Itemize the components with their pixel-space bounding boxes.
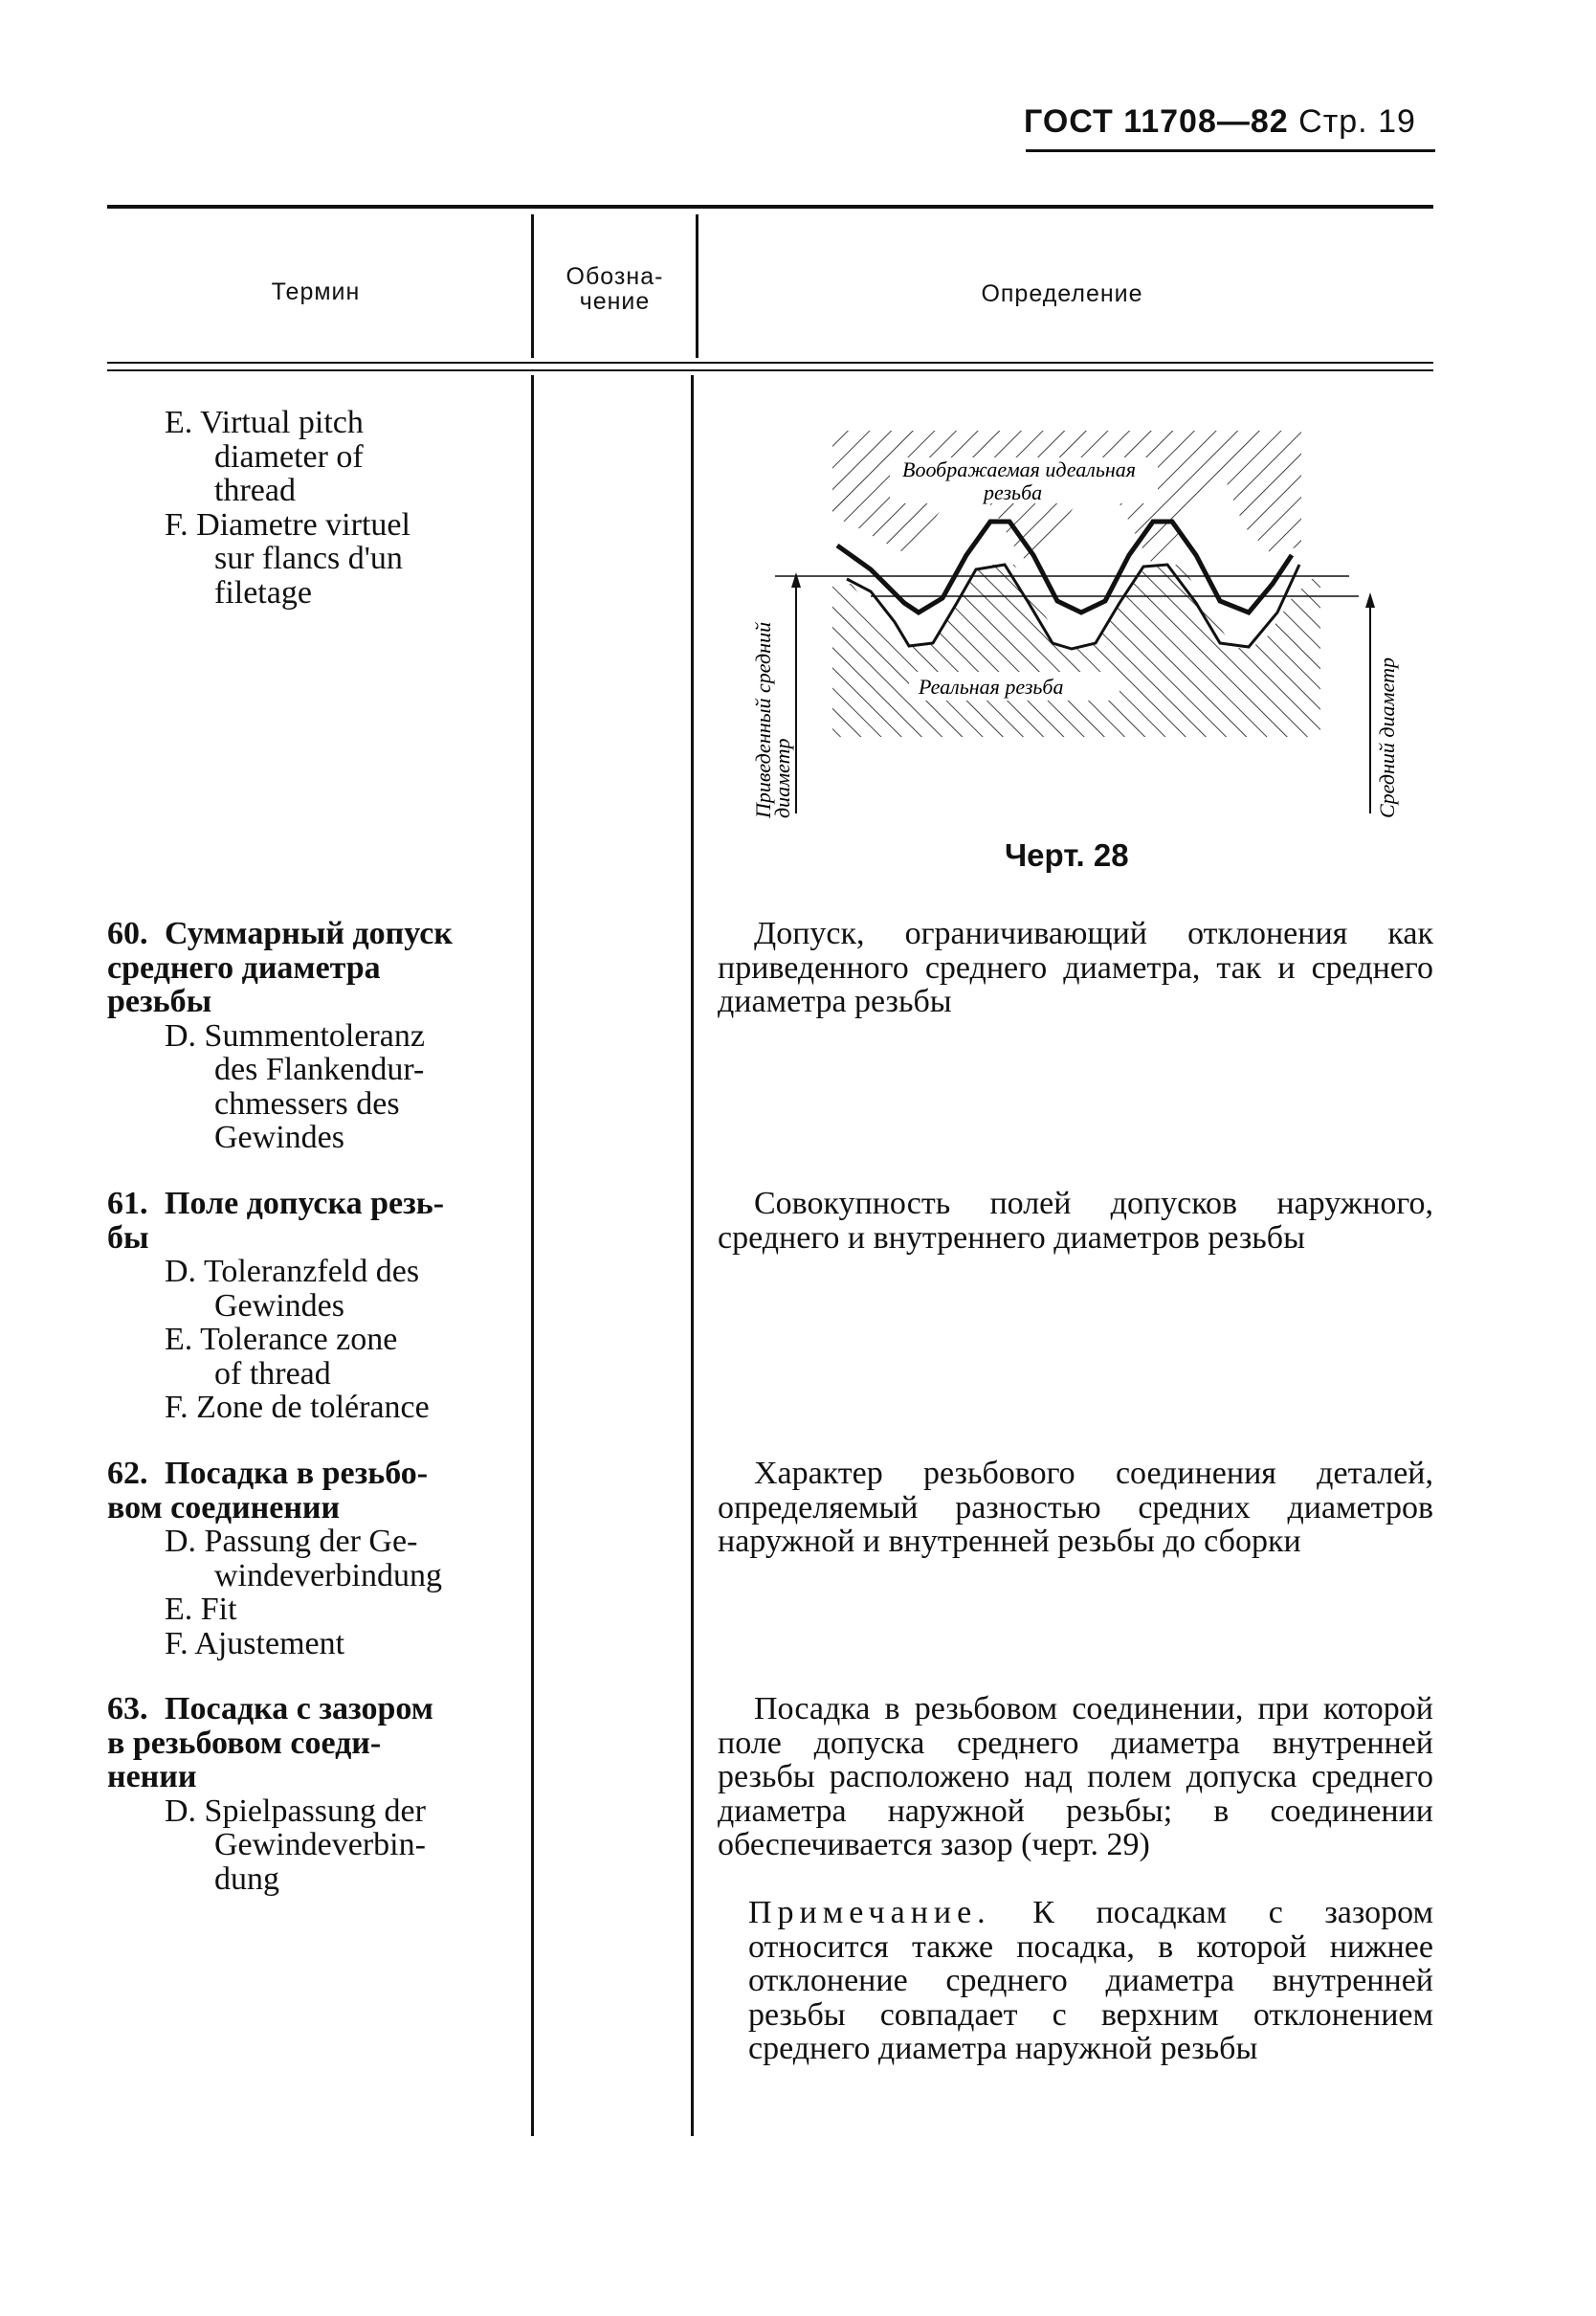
term-foreign-line: D. Toleranzfeld des xyxy=(165,1254,420,1289)
note-63 xyxy=(748,1896,1433,2066)
term-foreign-line: thread xyxy=(214,473,296,508)
term-ru-line: нении xyxy=(107,1759,197,1794)
label-virtual-pitch-diameter-2: диаметр xyxy=(770,738,794,818)
column-head-term: Термин xyxy=(271,278,361,305)
term-entry-63 xyxy=(107,1692,519,1896)
term-ru-line: резьбы xyxy=(107,984,212,1019)
term-foreign-line: filetage xyxy=(214,574,312,611)
term-foreign-line: Gewindeverbin- xyxy=(214,1827,426,1862)
external-thread-region xyxy=(832,565,1320,737)
term-foreign-line: D. Passung der Ge- xyxy=(165,1524,418,1559)
page-number: Стр. 19 xyxy=(1298,103,1416,140)
table-head-rule-1 xyxy=(107,362,1433,364)
definition-62: Характер резьбового соединения деталей, определяемый разностью средних диаметров наружной и внутренней резьбы до сборки xyxy=(718,1456,1433,1559)
header-rule xyxy=(1026,149,1435,152)
term-ru-line: бы xyxy=(107,1219,149,1256)
column-divider-2 xyxy=(691,375,694,2136)
definition-63: Посадка в резьбовом соединении, при которой поле допуска среднего диаметра внутренней резьбы расположено над полем допуска среднего диаметра наружной резьбы; в соединении обеспечивается зазор (черт. 29) xyxy=(718,1691,1433,1862)
label-virtual-ideal: Воображаемая идеальная xyxy=(902,457,1136,481)
term-ru-line: Посадка с зазором xyxy=(165,1691,433,1726)
term-foreign-line: E. Virtual pitch xyxy=(165,405,364,440)
term-foreign-line: E. Fit xyxy=(165,1592,237,1627)
term-foreign-line: sur flancs d'un xyxy=(214,541,403,576)
label-real-thread: Реальная резьба xyxy=(919,675,1064,699)
label-virtual-ideal-2: резьба xyxy=(984,480,1043,504)
term-number: 63. xyxy=(107,1691,148,1726)
term-number: 60. xyxy=(107,916,148,951)
note-lead: Примечание. xyxy=(748,1895,991,1930)
term-foreign-line: F. Ajustement xyxy=(165,1625,345,1661)
term-foreign-line: windeverbindung xyxy=(214,1557,442,1593)
column-head-symbol: Обозна- чение xyxy=(565,263,664,316)
term-entry-61 xyxy=(107,1187,519,1425)
term-number: 62. xyxy=(107,1456,148,1491)
standard-number: ГОСТ 11708—82 xyxy=(1024,103,1289,140)
term-foreign-line: of thread xyxy=(214,1355,331,1392)
term-foreign-line: Gewindes xyxy=(214,1120,344,1155)
column-divider-1 xyxy=(531,375,534,2136)
term-foreign-line: chmessers des xyxy=(214,1085,400,1122)
term-foreign-line: diameter of xyxy=(214,438,364,475)
page-header xyxy=(1024,103,1433,141)
term-foreign-line: D. Spielpassung der xyxy=(165,1793,426,1829)
term-foreign-line: dung xyxy=(214,1860,279,1897)
term-foreign-line: Gewindes xyxy=(214,1287,344,1324)
note-text: К посадкам с зазором относится также посадка, в которой нижнее отклонение среднего диаметра внутренней резьбы совпадает с верхним отклонением среднего диаметра наружной резьбы xyxy=(748,1895,1433,2066)
term-ru-line: Суммарный допуск xyxy=(165,916,453,951)
term-foreign-line: D. Summentoleranz xyxy=(165,1017,425,1054)
term-continuation xyxy=(107,406,519,610)
definition-60: Допуск, ограничивающий отклонения как приведенного среднего диаметра, так и среднего диаметра резьбы xyxy=(718,916,1433,1019)
term-entry-60 xyxy=(107,917,519,1155)
table-top-rule xyxy=(107,205,1433,209)
right-arrow xyxy=(1365,592,1375,608)
term-ru-line: вом соединении xyxy=(107,1489,341,1525)
term-ru-line: среднего диаметра xyxy=(107,949,381,986)
figure-caption: Черт. 28 xyxy=(1005,837,1129,873)
term-entry-62 xyxy=(107,1457,519,1660)
term-ru-line: в резьбовом соеди- xyxy=(107,1725,382,1761)
term-foreign-line: F. Diametre virtuel xyxy=(165,506,410,543)
term-foreign-line: des Flankendur- xyxy=(214,1052,425,1087)
term-foreign-line: F. Zone de tolérance xyxy=(165,1390,430,1425)
term-foreign-line: E. Tolerance zone xyxy=(165,1322,398,1357)
table-head-rule-2 xyxy=(107,369,1433,371)
term-ru-line: Поле допуска резь- xyxy=(165,1186,445,1221)
label-virtual-pitch-diameter: Приведенный средний xyxy=(751,621,775,818)
column-head-definition: Определение xyxy=(981,280,1143,307)
definition-61: Совокупность полей допусков наружного, среднего и внутреннего диаметров резьбы xyxy=(718,1186,1433,1256)
term-ru-line: Посадка в резьбо- xyxy=(165,1456,429,1491)
column-divider-head-1 xyxy=(531,214,534,358)
left-arrow xyxy=(791,572,801,588)
column-divider-head-2 xyxy=(696,214,698,358)
term-number: 61. xyxy=(107,1186,148,1221)
thread-diagram xyxy=(727,421,1416,823)
label-pitch-diameter: Средний диаметр xyxy=(1375,657,1399,818)
